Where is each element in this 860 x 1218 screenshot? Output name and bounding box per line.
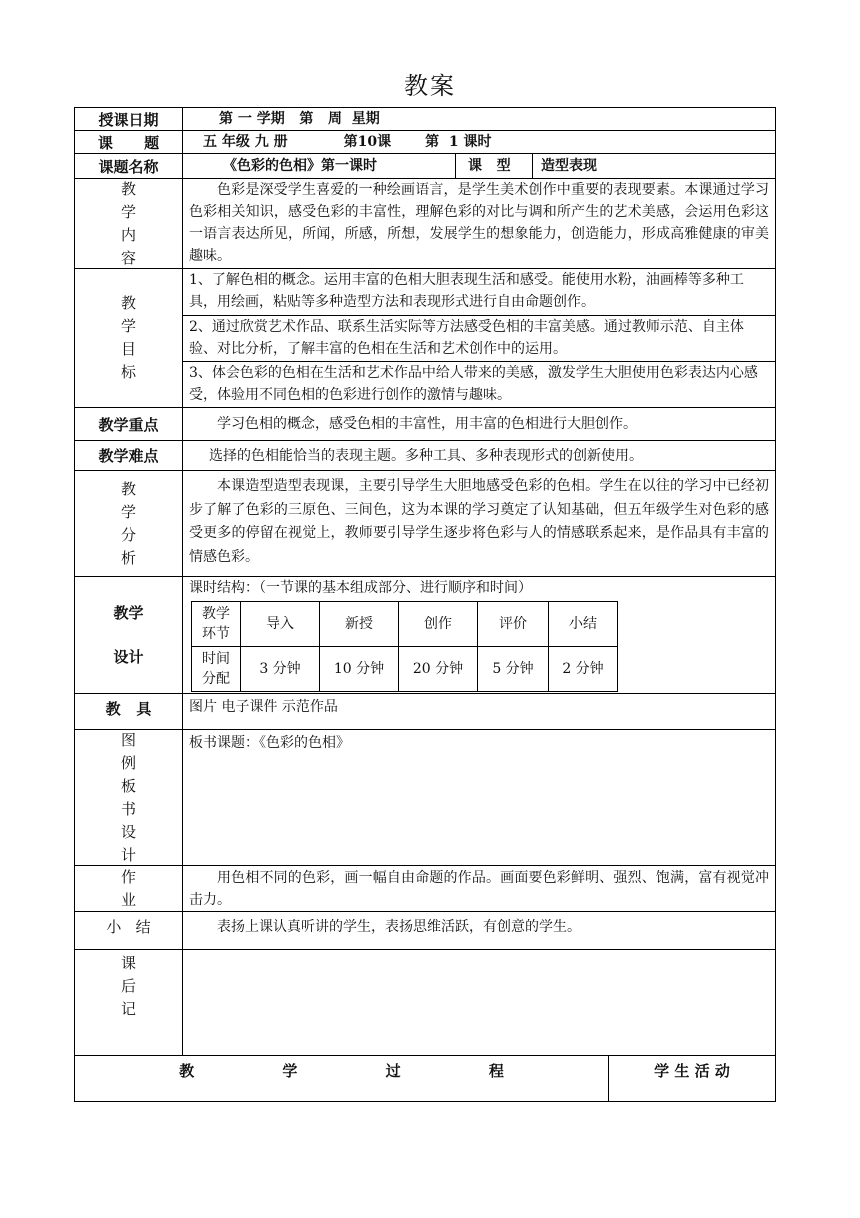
type-value: 造型表现	[541, 158, 597, 174]
name-label: 课题名称	[75, 154, 183, 178]
label-char: 容	[120, 248, 136, 267]
lesson-number: 第10课	[343, 134, 392, 150]
label-char: 图	[120, 730, 136, 749]
tools-row	[74, 693, 776, 729]
label-char: 内	[120, 225, 136, 244]
lesson-plan-table	[74, 107, 776, 1102]
label-char: 教	[120, 479, 136, 498]
header-text: 环节	[202, 626, 230, 642]
label-text: 教学	[113, 604, 144, 622]
stage-cell: 小结	[549, 602, 618, 647]
summary-label: 小 结	[75, 912, 183, 949]
label-char: 例	[120, 753, 136, 772]
time-cell: 5 分钟	[478, 647, 549, 692]
label-char: 目	[120, 340, 136, 358]
label-char: 学	[120, 317, 136, 335]
design-label	[75, 577, 183, 693]
label-char: 书	[120, 799, 136, 818]
summary-row	[74, 911, 776, 949]
analysis-label	[75, 471, 183, 576]
label-char: 课	[120, 954, 136, 972]
header-text: 教学	[202, 606, 230, 622]
design-content	[183, 577, 775, 693]
time-cell: 20 分钟	[399, 647, 478, 692]
notes-row	[74, 949, 776, 1055]
process-char: 学	[282, 1062, 298, 1080]
activity-header: 学 生 活 动	[654, 1062, 730, 1080]
goals-label	[75, 269, 183, 407]
tools-label: 教 具	[75, 694, 183, 729]
label-char: 教	[120, 179, 136, 198]
label-char: 学	[120, 502, 136, 521]
homework-row	[74, 865, 776, 911]
time-row	[192, 647, 618, 692]
stage-header	[192, 602, 241, 647]
stage-cell: 导入	[241, 602, 320, 647]
topic-value	[183, 131, 775, 153]
board-label	[75, 730, 183, 865]
stage-cell: 创作	[399, 602, 478, 647]
board-text: 板书课题：《色彩的色相》	[189, 735, 350, 751]
notes-label	[75, 950, 183, 1055]
period-text: 第 1 课时	[425, 134, 492, 150]
time-header	[192, 647, 241, 692]
content-row	[74, 178, 776, 268]
label-char: 教	[120, 294, 136, 312]
tools-text: 图片 电子课件 示范作品	[189, 699, 338, 715]
label-char: 学	[120, 202, 136, 221]
header-text: 时间	[202, 651, 230, 667]
label-char: 作	[120, 867, 136, 886]
design-row	[74, 576, 776, 693]
process-char: 过	[385, 1062, 401, 1080]
goals-list	[183, 269, 775, 407]
difficulty-label: 教学难点	[75, 441, 183, 470]
type-label: 课 型	[456, 154, 533, 178]
key-row	[74, 407, 776, 440]
grade-text: 五 年级 九 册	[203, 134, 288, 150]
analysis-text: 本课造型造型表现课，主要引导学生大胆地感受色彩的色相。学生在以往的学习中已经初步了解了色彩的三原色、三间色，这为本课的学习奠定了认知基础，但五年级学生对色彩的感受更多的停留在视觉上，教师要引导学生逐步将色彩与人的情感联系起来，是作品具有丰富的情感色彩。	[189, 478, 769, 565]
name-row	[74, 153, 776, 178]
process-row	[74, 1055, 776, 1102]
header-text: 分配	[202, 671, 230, 687]
stage-cell: 新授	[320, 602, 399, 647]
stage-row	[192, 602, 618, 647]
label-char: 计	[120, 845, 136, 864]
time-cell: 2 分钟	[549, 647, 618, 692]
goal-item: 2、通过欣赏艺术作品、联系生活实际等方法感受色相的丰富美感。通过教师示范、自主体验、对比分析，了解丰富的色相在生活和艺术创作中的运用。	[183, 315, 775, 361]
board-row	[74, 729, 776, 865]
goal-item: 3、体会色彩的色相在生活和艺术作品中给人带来的美感，激发学生大胆使用色彩表达内心感受，体验用不同色相的色彩进行创作的激情与趣味。	[183, 361, 775, 407]
content-label	[75, 179, 183, 268]
time-table	[191, 601, 618, 692]
label-char: 析	[120, 548, 136, 567]
label-char: 分	[120, 525, 136, 544]
date-label: 授课日期	[75, 108, 183, 130]
stage-cell: 评价	[478, 602, 549, 647]
lesson-name: 《色彩的色相》第一课时	[183, 154, 456, 178]
content-text: 色彩是深受学生喜爱的一种绘画语言，是学生美术创作中重要的表现要素。本课通过学习色彩相关知识，感受色彩的丰富性，理解色彩的对比与调和所产生的艺术美感，会运用色彩这一语言表达所见，所闻，所感，所想，发展学生的想象能力，创造能力，形成高雅健康的审美趣味。	[189, 182, 769, 264]
label-char: 后	[120, 977, 136, 995]
topic-row	[74, 130, 776, 153]
difficulty-row	[74, 440, 776, 470]
label-char: 板	[120, 776, 136, 795]
goal-item: 1、了解色相的概念。运用丰富的色相大胆表现生活和感受。能使用水粉，油画棒等多种工具，用绘画，粘贴等多种造型方法和表现形式进行自由命题创作。	[189, 272, 744, 310]
analysis-row	[74, 470, 776, 576]
notes-content	[183, 950, 775, 1055]
design-intro: 课时结构：（一节课的基本组成部分、进行顺序和时间）	[189, 580, 532, 596]
homework-text: 用色相不同的色彩，画一幅自由命题的作品。画面要色彩鲜明、强烈、饱满，富有视觉冲击力。	[189, 870, 769, 908]
date-value: 第 一 学期 第 周 星期	[219, 111, 380, 127]
label-char: 记	[120, 1000, 136, 1018]
label-char: 设	[120, 822, 136, 841]
time-cell: 10 分钟	[320, 647, 399, 692]
difficulty-text: 选择的色相能恰当的表现主题。多种工具、多种表现形式的创新使用。	[209, 447, 643, 464]
process-char: 程	[488, 1062, 504, 1080]
key-text: 学习色相的概念，感受色相的丰富性，用丰富的色相进行大胆创作。	[217, 416, 637, 432]
time-cell: 3 分钟	[241, 647, 320, 692]
label-char: 标	[120, 363, 136, 381]
homework-label	[75, 866, 183, 911]
goals-row	[74, 268, 776, 407]
date-row	[74, 107, 776, 130]
label-char: 业	[120, 890, 136, 909]
label-text: 设计	[113, 648, 144, 666]
summary-text: 表扬上课认真听讲的学生，表扬思维活跃，有创意的学生。	[217, 919, 581, 935]
key-label: 教学重点	[75, 408, 183, 440]
process-header	[75, 1056, 609, 1101]
topic-label: 课 题	[75, 131, 183, 153]
process-char: 教	[179, 1062, 195, 1080]
document-title: 教案	[404, 72, 456, 100]
